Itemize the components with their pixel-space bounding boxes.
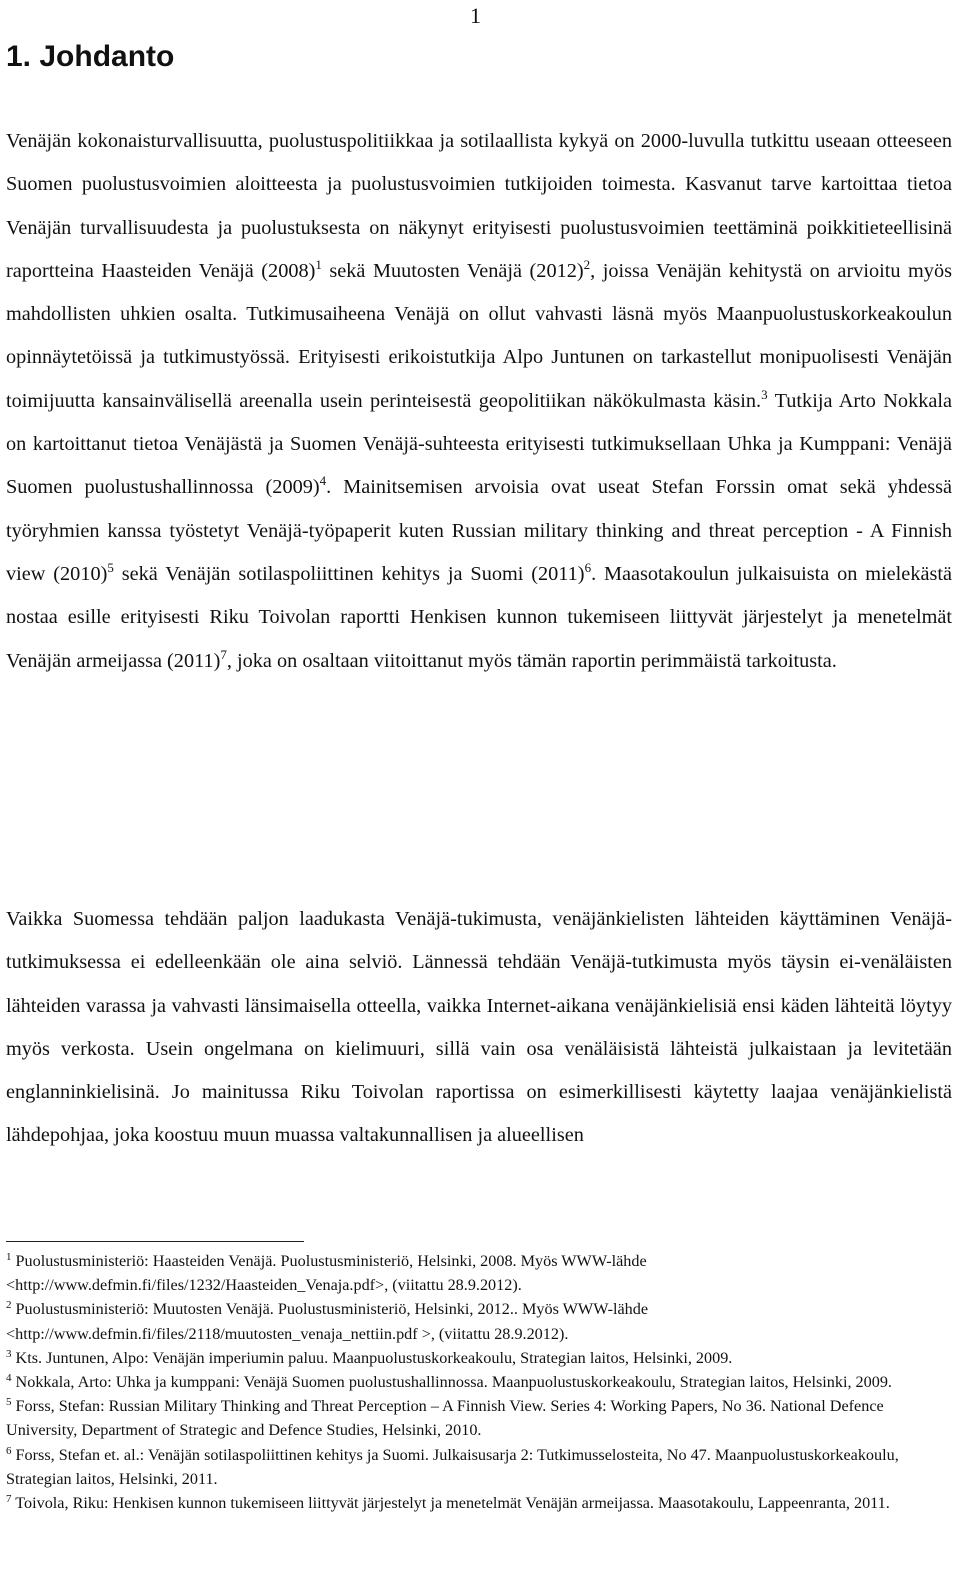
footnote-number: 2: [6, 1299, 12, 1312]
footnotes-section: [6, 1249, 952, 1515]
footnote-number: 3: [6, 1347, 12, 1360]
footnote-text: Nokkala, Arto: Uhka ja kumppani: Venäjä Suomen puolustushallinnossa. Maanpuolustuskorkeakoulu, Strategian laitos, Helsinki, 2009.: [15, 1373, 892, 1392]
footnote-text: Kts. Juntunen, Alpo: Venäjän imperiumin paluu. Maanpuolustuskorkeakoulu, Strategian laitos, Helsinki, 2009.: [15, 1348, 733, 1367]
footnote-text: Toivola, Riku: Henkisen kunnon tukemiseen liittyvät järjestelyt ja menetelmät Venäjän armeijassa. Maasotakoulu, Lappeenranta, 2011.: [15, 1494, 890, 1513]
paragraph-text: . Maasotakoulun julkaisuista on mielekästä nostaa esille erityisesti Riku Toivolan raportti Henkisen kunnon tukemiseen liittyvät järjestelyt ja menetelmät Venäjän armeijassa (2011): [6, 562, 952, 672]
footnote-text: Puolustusministeriö: Haasteiden Venäjä. Puolustusministeriö, Helsinki, 2008. Myös WWW-lähde <http://www.defmin.fi/files/1232/Haasteiden_Venaja.pdf>, (viitattu 28.9.2012).: [6, 1252, 647, 1295]
paragraph-text: . Mainitsemisen arvoisia ovat useat Stefan Forssin omat sekä yhdessä työryhmien kanssa työstetyt Venäjä-työpaperit kuten Russian military thinking and threat perception - A Finnish view (2010): [6, 476, 953, 585]
paragraph-text: sekä Muutosten Venäjä (2012): [321, 259, 584, 282]
footnote-separator: [6, 1241, 304, 1242]
footnote-number: 1: [6, 1251, 12, 1263]
footnote-reference[interactable]: 7: [220, 646, 227, 662]
footnote-text: Puolustusministeriö: Muutosten Venäjä. Puolustusministeriö, Helsinki, 2012.. Myös WWW-lähde <http://www.defmin.fi/files/2118/muutosten_venaja_nettiin.pdf >, (viitattu 28.9.2012).: [6, 1300, 649, 1343]
footnote-text: Forss, Stefan et. al.: Venäjän sotilaspoliittinen kehitys ja Suomi. Julkaisusarja 2: Tutkimusselosteita, No 47. Maanpuolustuskorkeakoulu, Strategian laitos, Helsinki, 2011.: [6, 1445, 899, 1488]
page-number: 1: [470, 3, 481, 28]
footnote-6: [6, 1443, 952, 1491]
footnote-text: Forss, Stefan: Russian Military Thinking and Threat Perception – A Finnish View. Series 4: Working Papers, No 36. National Defence University, Department of Strategic and Defence Studies, Helsinki, 2010.: [6, 1397, 884, 1440]
footnote-number: 5: [6, 1396, 12, 1409]
footnote-5: [6, 1394, 952, 1442]
paragraph-text: , joka on osaltaan viitoittanut myös tämän raportin perimmäistä tarkoitusta.: [226, 649, 837, 672]
footnote-2: [6, 1297, 952, 1345]
chapter-title: 1. Johdanto: [6, 40, 175, 73]
footnote-reference[interactable]: 6: [584, 559, 592, 575]
paragraph-text: Venäjän kokonaisturvallisuutta, puolustuspolitiikkaa ja sotilaallista kykyä on 2000-luvulla tutkittu useaan otteeseen Suomen puolustusvoimien aloitteesta ja puolustusvoimien tutkijoiden toimesta. Kasvanut tarve kartoittaa tietoa Venäjän turvallisuudesta ja puolustuksesta on näkynyt erityisesti puolustusvoimien teettäminä poikkitieteellisinä raportteina Haasteiden Venäjä (2008): [6, 130, 952, 282]
paragraph-text: Tutkija Arto Nokkala on kartoittanut tietoa Venäjästä ja Suomen Venäjä-suhteesta erityisesti tutkimuksellaan Uhka ja Kumppani: Venäjä Suomen puolustushallinnossa (2009): [6, 389, 952, 499]
footnote-reference[interactable]: 1: [315, 256, 322, 272]
footnote-3: [6, 1346, 952, 1370]
footnote-1: [6, 1249, 952, 1297]
intro-paragraph-2: Vaikka Suomessa tehdään paljon laadukasta Venäjä-tukimusta, venäjänkielisten lähteiden käyttäminen Venäjä-tutkimuksessa ei edelleenkään ole aina selviö. Lännessä tehdään Venäjä-tutkimusta myös täysin ei-venäläisten lähteiden varassa ja vahvasti länsimaisella otteella, vaikka Internet-aikana venäjänkielisiä ensi käden lähteitä löytyy myös verkosta. Usein ongelmana on kielimuuri, sillä vain osa venäläisistä lähteistä julkaistaan ja levitetään englanninkielisinä. Jo mainitussa Riku Toivolan raportissa on esimerkillisesti käytetty laajaa venäjänkielistä lähdepohjaa, joka koostuu muun muassa valtakunnallisen ja alueellisen: [6, 908, 952, 1147]
footnote-number: 7: [6, 1493, 12, 1506]
footnote-7: [6, 1491, 952, 1515]
footnote-number: 4: [6, 1372, 12, 1385]
footnote-number: 6: [6, 1444, 12, 1457]
footnote-reference[interactable]: 5: [107, 559, 114, 575]
footnote-4: [6, 1370, 952, 1394]
footnote-reference[interactable]: 4: [319, 473, 327, 489]
paragraph-text: , joissa Venäjän kehitystä on arvioitu myös mahdollisten uhkien osalta. Tutkimusaiheena Venäjä on ollut vahvasti läsnä myös Maanpuolustuskorkeakoulun opinnäytetöissä ja tutkimustyössä. Erityisesti erikoistutkija Alpo Juntunen on tarkastellut monipuolisesti Venäjän toimijuutta kansainvälisellä areenalla usein perinteisestä geopolitiikan näkökulmasta käsin.: [6, 259, 952, 412]
footnote-reference[interactable]: 3: [761, 386, 768, 402]
paragraph-text: sekä Venäjän sotilaspoliittinen kehitys ja Suomi (2011): [113, 562, 585, 585]
footnote-reference[interactable]: 2: [583, 256, 591, 272]
intro-paragraph-1: [6, 120, 952, 683]
